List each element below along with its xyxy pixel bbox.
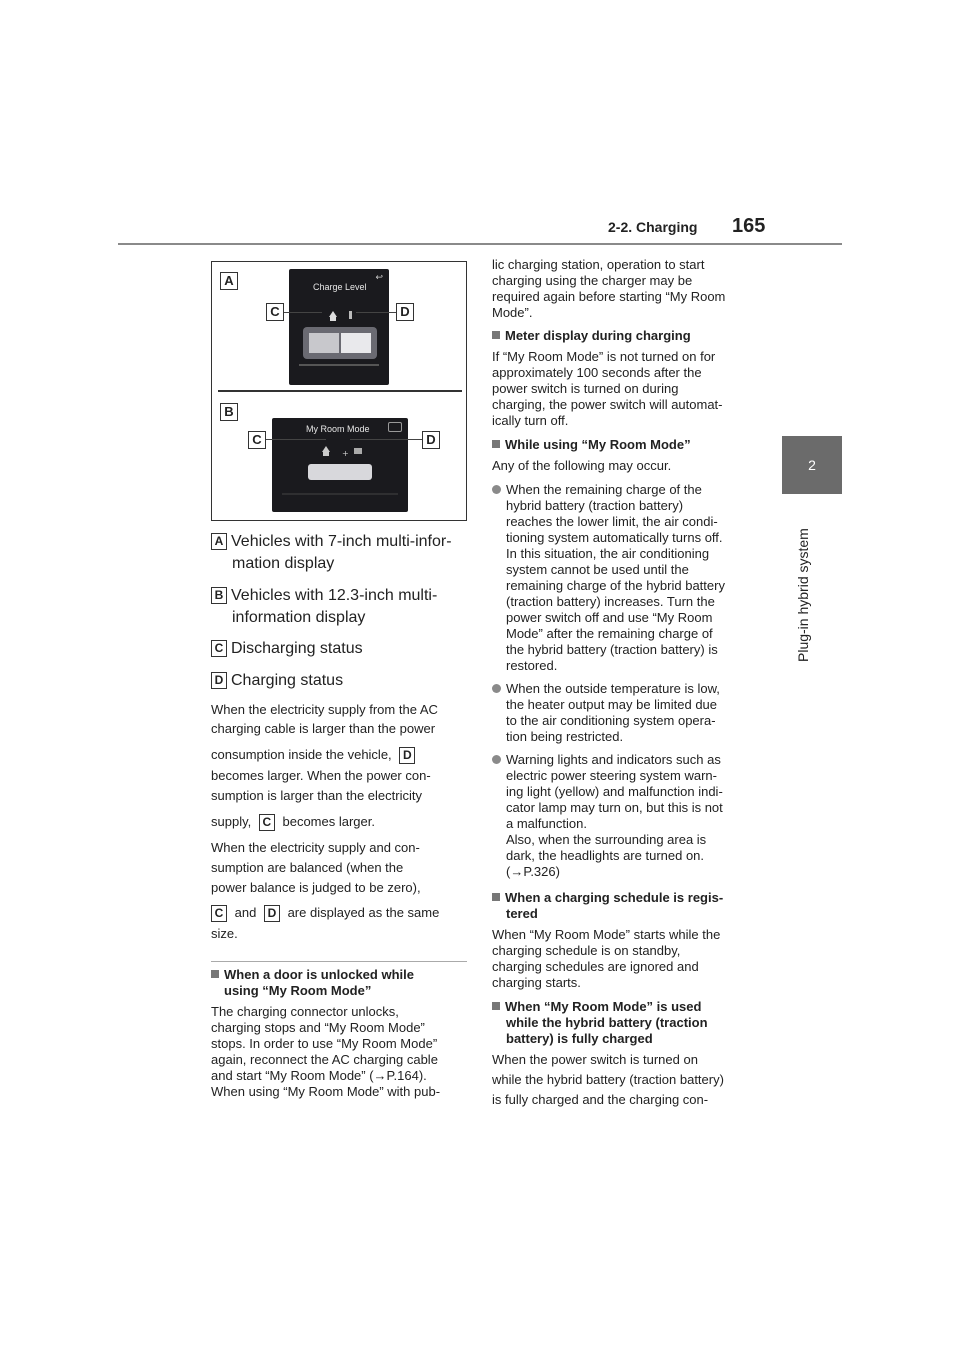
bullet-3 (492, 752, 762, 882)
chapter-tab[interactable]: 2 (782, 436, 842, 494)
p2-line4 (211, 905, 439, 922)
full-heading (492, 999, 701, 1015)
discharge-arrow-icon (329, 311, 337, 317)
p1-line6b: becomes larger. (282, 814, 375, 829)
screen-a-title: Charge Level (313, 282, 367, 292)
r1-l4: Mode”. (492, 305, 533, 320)
battery-fill-left (309, 333, 339, 353)
p1-line6 (211, 814, 375, 831)
door-l1: The charging connector unlocks, (211, 1004, 399, 1019)
b2-l1: When the outside temperature is low, (506, 681, 720, 696)
b2-l4: tion being restricted. (506, 729, 624, 744)
door-l4: again, reconnect the AC charging cable (211, 1052, 438, 1067)
b3-l4: cator lamp may turn on, but this is not (506, 800, 723, 815)
p2-line3: power balance is judged to be zero), (211, 880, 421, 895)
meter-l1: If “My Room Mode” is not turned on for (492, 349, 716, 364)
door-l2: charging stops and “My Room Mode” (211, 1020, 425, 1035)
bullet-dot-icon (492, 684, 501, 693)
door-l3: stops. In order to use “My Room Mode” (211, 1036, 438, 1051)
full-l1: When the power switch is turned on (492, 1052, 698, 1067)
full-heading-l3: battery) is fully charged (506, 1031, 653, 1046)
bullet-dot-icon (492, 755, 501, 764)
discharge-arrow-icon-2 (322, 446, 330, 452)
figure-label-d-2: D (422, 431, 440, 449)
legend-a-line2: mation display (232, 555, 335, 572)
section-rule (211, 961, 467, 962)
meter-l4: charging, the power switch will automat- (492, 397, 723, 412)
full-heading-l2: while the hybrid battery (traction (506, 1015, 708, 1030)
charge-display-figure (211, 261, 467, 521)
pointer-d-a (356, 312, 396, 313)
b2-l3: to the air conditioning system opera- (506, 713, 716, 728)
figure-label-d: D (396, 303, 414, 321)
heading-square-icon (492, 1002, 500, 1010)
p2-line2: sumption are balanced (when the (211, 860, 404, 875)
inline-key-d: D (399, 747, 415, 764)
sched-l4: charging starts. (492, 975, 581, 990)
legend-key-a: A (211, 533, 227, 550)
p1-line3 (211, 747, 419, 764)
heading-square-icon (492, 440, 500, 448)
door-heading (211, 967, 414, 983)
sched-heading-l1: When a charging schedule is regis- (505, 890, 724, 905)
legend-key-b: B (211, 587, 227, 604)
legend-c-line1: Discharging status (231, 640, 363, 657)
screen-12-3-inch (272, 418, 408, 512)
while-heading-text: While using “My Room Mode” (505, 437, 691, 452)
b1-l10: Mode” after the remaining charge of (506, 626, 713, 641)
charge-plug-icon (349, 311, 352, 319)
section-title: 2-2. Charging (608, 219, 698, 235)
p1-line4: becomes larger. When the power con- (211, 768, 431, 783)
bullet-2 (492, 681, 762, 747)
legend-a-line1: Vehicles with 7-inch multi-infor- (231, 533, 452, 550)
bullet-dot-icon (492, 485, 501, 494)
screen-b-title: My Room Mode (306, 424, 370, 434)
inline-key-c-2: C (211, 905, 227, 922)
sched-l2: charging schedule is on standby, (492, 943, 681, 958)
legend-item-b (211, 585, 437, 607)
screen-7-inch (289, 269, 389, 385)
house-icon (330, 317, 336, 321)
b1-l4: tioning system automatically turns off. (506, 530, 723, 545)
b3-l7: dark, the headlights are turned on. (506, 848, 705, 863)
figure-label-c-2: C (248, 431, 266, 449)
pointer-c-a (284, 312, 322, 313)
b1-l3: reaches the lower limit, the air condi- (506, 514, 718, 529)
r1-l3: required again before starting “My Room (492, 289, 726, 304)
bullet-3-text (506, 752, 723, 880)
legend-item-c (211, 638, 363, 660)
p1-line5: sumption is larger than the electricity (211, 788, 422, 803)
p2-line4b: are displayed as the same (287, 905, 440, 920)
meter-l2: approximately 100 seconds after the (492, 365, 702, 380)
meter-heading-text: Meter display during charging (505, 328, 691, 343)
legend-item-d (211, 670, 343, 692)
inline-key-c: C (259, 814, 275, 831)
b1-l7: remaining charge of the hybrid battery (506, 578, 725, 593)
heading-square-icon (211, 970, 219, 978)
while-heading (492, 437, 691, 453)
while-intro: Any of the following may occur. (492, 458, 672, 473)
page-number: 165 (732, 215, 766, 237)
b3-l3: ing light (yellow) and malfunction indi- (506, 784, 723, 799)
p1-line2: charging cable is larger than the power (211, 721, 436, 736)
chapter-title (795, 502, 815, 662)
legend-key-d: D (211, 672, 227, 689)
door-l5: and start “My Room Mode” (→P.164). (211, 1068, 427, 1083)
sched-l1: When “My Room Mode” starts while the (492, 927, 721, 942)
chapter-title-text: Plug-in hybrid system (795, 528, 811, 662)
sched-heading (492, 890, 723, 906)
heading-square-icon (492, 893, 500, 901)
b1-l12: restored. (506, 658, 558, 673)
meter-l3: power switch is turned on during (492, 381, 679, 396)
b1-l8: (traction battery) increases. Turn the (506, 594, 715, 609)
legend-b-line1: Vehicles with 12.3-inch multi- (231, 587, 438, 604)
full-l2: while the hybrid battery (traction battery) (492, 1072, 724, 1087)
b3-l8: (→P.326) (506, 864, 560, 879)
p2-line5: size. (211, 926, 238, 941)
b1-l11: the hybrid battery (traction battery) is (506, 642, 718, 657)
b1-l1: When the remaining charge of the (506, 482, 702, 497)
p1-line1: When the electricity supply from the AC (211, 702, 438, 717)
heading-square-icon (492, 331, 500, 339)
sched-l3: charging schedules are ignored and (492, 959, 699, 974)
battery-bar (308, 464, 372, 480)
legend-b-line2: information display (232, 609, 366, 626)
charge-plug-icon-2 (354, 448, 362, 454)
meter-heading (492, 328, 691, 344)
battery-fill-right (341, 333, 371, 353)
b3-l1: Warning lights and indicators such as (506, 752, 721, 767)
legend-item-a (211, 531, 452, 553)
figure-label-a: A (220, 272, 238, 290)
figure-label-c: C (266, 303, 284, 321)
p1-line3-text: consumption inside the vehicle, (211, 747, 392, 762)
r1-l2: charging using the charger may be (492, 273, 693, 288)
figure-label-b: B (220, 403, 238, 421)
b1-l5: In this situation, the air conditioning (506, 546, 710, 561)
legend-d-line1: Charging status (231, 672, 344, 689)
legend-key-c: C (211, 640, 227, 657)
b3-l6: Also, when the surrounding area is (506, 832, 707, 847)
pointer-d-b (350, 439, 422, 440)
inline-key-d-2: D (264, 905, 280, 922)
bullet-1 (492, 482, 762, 676)
pointer-c-b (266, 439, 326, 440)
b3-l2: electric power steering system warn- (506, 768, 717, 783)
b1-l6: system cannot be used until the (506, 562, 689, 577)
figure-divider (218, 390, 462, 392)
r1-l1: lic charging station, operation to start (492, 257, 705, 272)
p2-line4a: and (234, 905, 257, 920)
b2-l2: the heater output may be limited due (506, 697, 718, 712)
back-icon: ↩ (375, 272, 383, 282)
bullet-1-text (506, 482, 725, 674)
my-room-mode-graphic (272, 438, 408, 512)
p1-line6a: supply, (211, 814, 252, 829)
full-heading-l1: When “My Room Mode” is used (505, 999, 702, 1014)
header-rule (118, 243, 842, 245)
sched-heading-l2: tered (506, 906, 538, 921)
door-heading-l1: When a door is unlocked while (224, 967, 414, 982)
return-icon (388, 422, 402, 432)
door-l6: When using “My Room Mode” with pub- (211, 1084, 441, 1099)
meter-l5: ically turn off. (492, 413, 569, 428)
door-heading-l2: using “My Room Mode” (224, 983, 372, 998)
p2-line1: When the electricity supply and con- (211, 840, 420, 855)
svg-text:+: + (342, 449, 349, 458)
b1-l9: power switch off and use “My Room (506, 610, 713, 625)
full-l3: is fully charged and the charging con- (492, 1092, 709, 1107)
bullet-2-text (506, 681, 720, 745)
b3-l5: a malfunction. (506, 816, 587, 831)
b1-l2: hybrid battery (traction battery) (506, 498, 684, 513)
charge-level-graphic (289, 297, 389, 385)
